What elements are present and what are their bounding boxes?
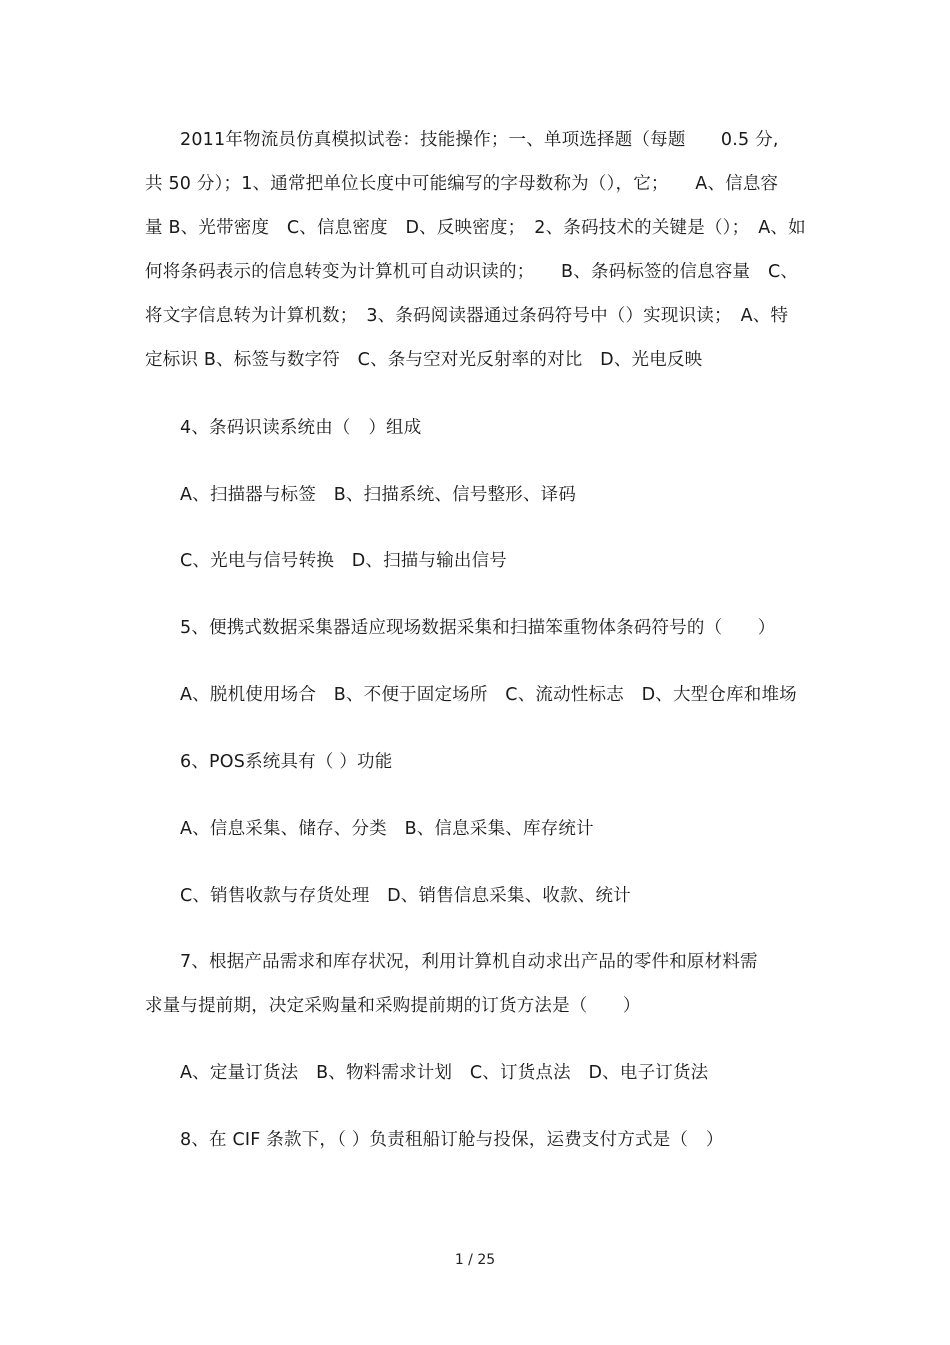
- question-4-options-ab: A、扫描器与标签 B、扫描系统、信号整形、译码: [180, 485, 577, 505]
- question-6-options-cd: C、销售收款与存货处理 D、销售信息采集、收款、统计: [180, 886, 631, 906]
- question-6: 6、POS系统具有（ ）功能: [180, 752, 393, 772]
- paragraph-line: 2011年物流员仿真模拟试卷：技能操作；一、单项选择题（每题 0.5 分,: [180, 130, 779, 150]
- paragraph-line: 共 50 分）；1、通常把单位长度中可能编写的字母数称为（），它； A、信息容: [145, 174, 779, 194]
- paragraph-line: 量 B、光带密度 C、信息密度 D、反映密度； 2、条码技术的关键是（）； A、如: [145, 218, 806, 238]
- paragraph-line: 何将条码表示的信息转变为计算机可自动识读的； B、条码标签的信息容量 C、: [145, 262, 799, 282]
- page-number: 1 / 25: [454, 1252, 496, 1268]
- question-7-line-1: 7、根据产品需求和库存状况，利用计算机自动求出产品的零件和原材料需: [180, 952, 758, 972]
- question-7-line-2: 求量与提前期，决定采购量和采购提前期的订货方法是（ ）: [145, 996, 641, 1016]
- question-4-options-cd: C、光电与信号转换 D、扫描与输出信号: [180, 551, 507, 571]
- question-5: 5、便携式数据采集器适应现场数据采集和扫描笨重物体条码符号的（ ）: [180, 618, 776, 638]
- paragraph-line: 将文字信息转为计算机数； 3、条码阅读器通过条码符号中（）实现识读； A、特: [145, 306, 789, 326]
- question-8: 8、在 CIF 条款下，（ ）负责租船订舱与投保，运费支付方式是（ ）: [180, 1130, 724, 1150]
- paragraph-line: 定标识 B、标签与数字符 C、条与空对光反射率的对比 D、光电反映: [145, 350, 703, 370]
- question-6-options-ab: A、信息采集、储存、分类 B、信息采集、库存统计: [180, 819, 594, 839]
- question-5-options: A、脱机使用场合 B、不便于固定场所 C、流动性标志 D、大型仓库和堆场: [180, 685, 797, 705]
- question-4: 4、条码识读系统由（ ）组成: [180, 418, 422, 438]
- question-7-options: A、定量订货法 B、物料需求计划 C、订货点法 D、电子订货法: [180, 1063, 709, 1083]
